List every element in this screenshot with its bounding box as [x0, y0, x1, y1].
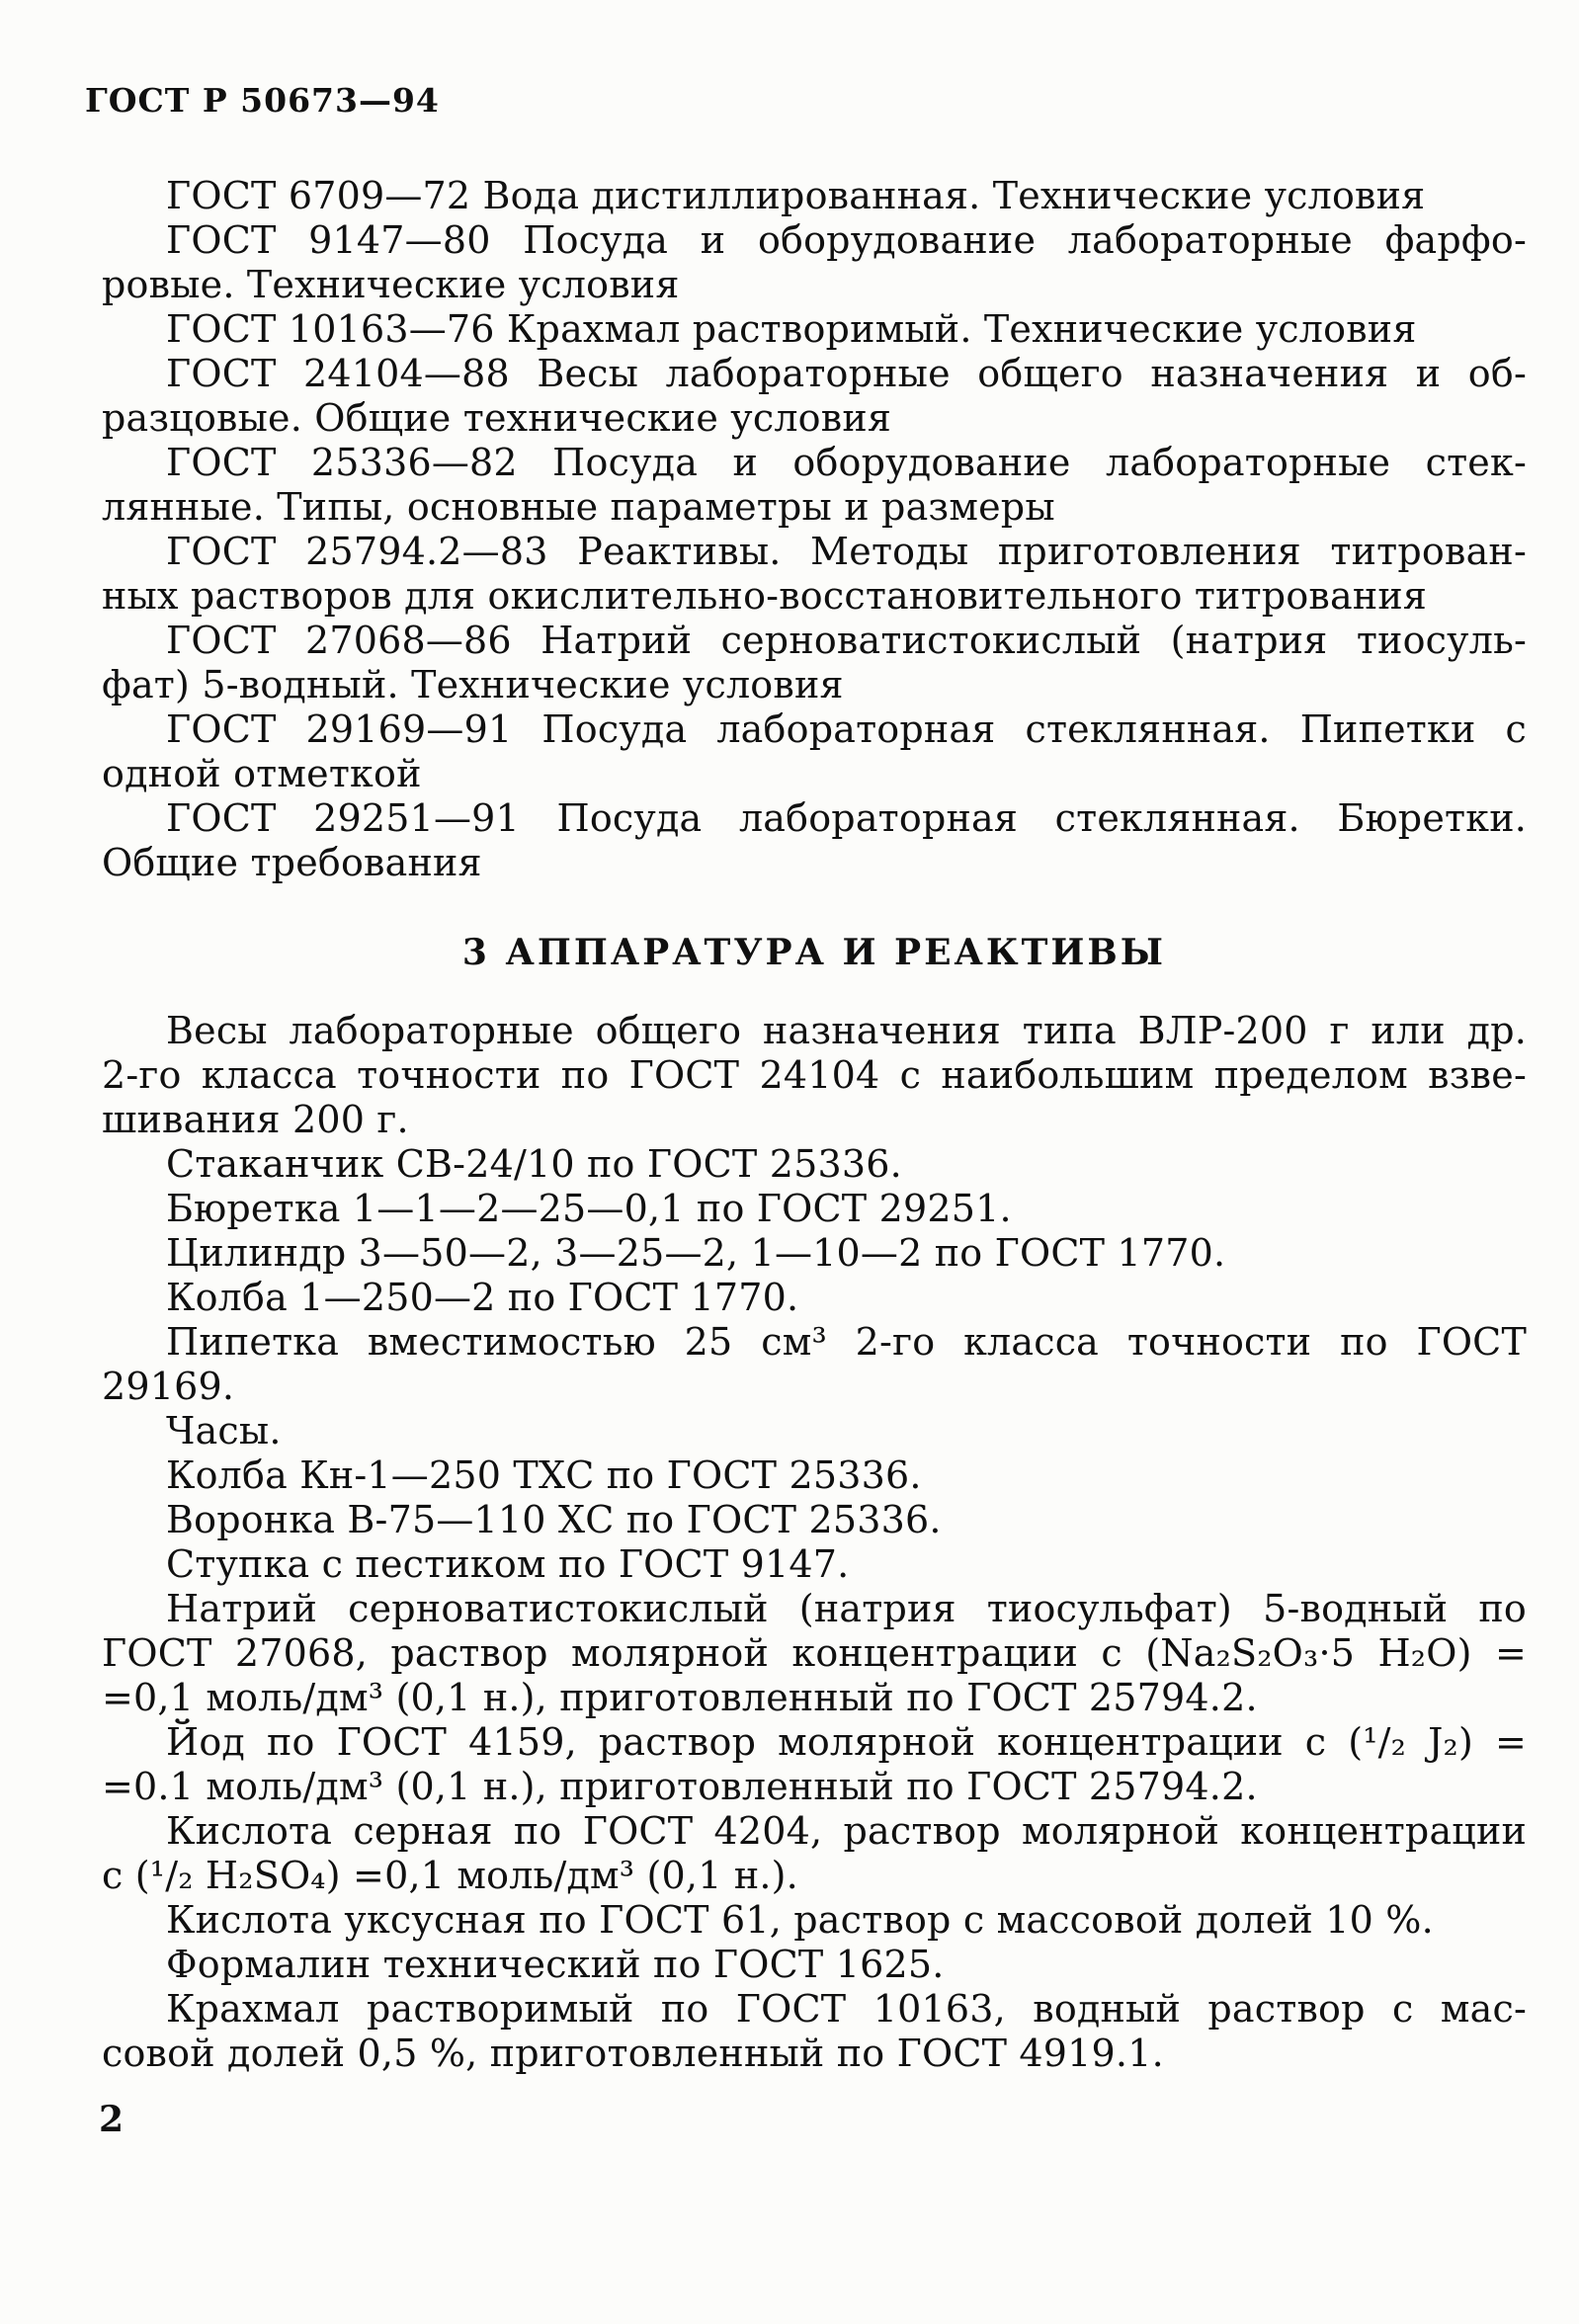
paragraph: [102, 1187, 1527, 1231]
paragraph-line: Общие требования: [102, 841, 482, 884]
paragraph-line: 29169.: [102, 1365, 235, 1408]
paragraph: [102, 1542, 1527, 1587]
paragraph-line: Кислота серная по ГОСТ 4204, раствор молярной концентрации: [166, 1809, 1527, 1853]
paragraph-line: Колба Кн-1—250 ТХС по ГОСТ 25336.: [166, 1453, 922, 1497]
paragraph: [102, 1943, 1527, 1987]
page-number: 2: [99, 2099, 125, 2140]
paragraph: [102, 707, 1527, 796]
section-normative-references: [102, 174, 1527, 885]
paragraph-line: ГОСТ 25794.2—83 Реактивы. Методы приготовления титрован-: [166, 530, 1527, 573]
paragraph-line: =0.1 моль/дм³ (0,1 н.), приготовленный по ГОСТ 25794.2.: [102, 1765, 1258, 1808]
paragraph-line: ГОСТ 24104—88 Весы лабораторные общего назначения и об-: [166, 352, 1527, 395]
paragraph: [102, 174, 1527, 218]
paragraph-line: разцовые. Общие технические условия: [102, 396, 892, 440]
paragraph-line: ных растворов для окислительно-восстановительного титрования: [102, 574, 1428, 618]
paragraph-line: Ступка с пестиком по ГОСТ 9147.: [166, 1542, 850, 1586]
running-header: ГОСТ Р 50673—94: [85, 81, 440, 120]
paragraph-line: Кислота уксусная по ГОСТ 61, раствор с массовой долей 10 %.: [166, 1898, 1434, 1942]
paragraph-line: Бюретка 1—1—2—25—0,1 по ГОСТ 29251.: [166, 1187, 1012, 1230]
paragraph-line: ГОСТ 29251—91 Посуда лабораторная стеклянная. Бюретки.: [166, 796, 1527, 840]
paragraph: [102, 1587, 1527, 1720]
paragraph: [102, 619, 1527, 707]
paragraph: [102, 218, 1527, 307]
paragraph: [102, 1276, 1527, 1320]
paragraph-line: Стаканчик СВ-24/10 по ГОСТ 25336.: [166, 1142, 902, 1186]
paragraph-line: ГОСТ 9147—80 Посуда и оборудование лабораторные фарфо-: [166, 218, 1527, 262]
paragraph: [102, 796, 1527, 885]
paragraph: [102, 1498, 1527, 1542]
paragraph: [102, 1453, 1527, 1498]
paragraph-line: шивания 200 г.: [102, 1098, 409, 1141]
paragraph-line: 2-го класса точности по ГОСТ 24104 с наибольшим пределом взве-: [102, 1053, 1527, 1097]
paragraph-line: Пипетка вместимостью 25 см³ 2-го класса точности по ГОСТ: [166, 1320, 1527, 1364]
paragraph: [102, 1409, 1527, 1453]
paragraph-line: Формалин технический по ГОСТ 1625.: [166, 1943, 945, 1986]
section-apparatus-reagents: [102, 1009, 1527, 2076]
paragraph-line: фат) 5-водный. Технические условия: [102, 663, 844, 706]
paragraph: [102, 1009, 1527, 1142]
paragraph: [102, 1987, 1527, 2076]
paragraph-line: ГОСТ 10163—76 Крахмал растворимый. Технические условия: [166, 307, 1417, 351]
paragraph: [102, 352, 1527, 441]
paragraph-line: совой долей 0,5 %, приготовленный по ГОСТ 4919.1.: [102, 2032, 1164, 2075]
paragraph-line: Йод по ГОСТ 4159, раствор молярной концентрации с (¹/₂ J₂) =: [166, 1720, 1527, 1764]
paragraph-line: ГОСТ 6709—72 Вода дистиллированная. Технические условия: [166, 174, 1426, 217]
paragraph: [102, 1809, 1527, 1898]
paragraph-line: ГОСТ 29169—91 Посуда лабораторная стеклянная. Пипетки с: [166, 707, 1527, 751]
paragraph: [102, 441, 1527, 530]
paragraph: [102, 1720, 1527, 1809]
paragraph: [102, 1231, 1527, 1276]
paragraph-line: ГОСТ 25336—82 Посуда и оборудование лабораторные стек-: [166, 441, 1527, 484]
paragraph-line: ГОСТ 27068—86 Натрий серноватистокислый (натрия тиосуль-: [166, 619, 1527, 662]
paragraph-line: Крахмал растворимый по ГОСТ 10163, водный раствор с мас-: [166, 1987, 1527, 2031]
paragraph-line: Цилиндр 3—50—2, 3—25—2, 1—10—2 по ГОСТ 1770.: [166, 1231, 1226, 1275]
paragraph-line: Натрий серноватистокислый (натрия тиосульфат) 5-водный по: [166, 1587, 1527, 1630]
page-content: [102, 174, 1527, 2076]
paragraph-line: Колба 1—250—2 по ГОСТ 1770.: [166, 1276, 799, 1319]
paragraph-line: с (¹/₂ H₂SO₄) =0,1 моль/дм³ (0,1 н.).: [102, 1854, 798, 1897]
section-heading-apparatus-reagents: 3 АППАРАТУРА И РЕАКТИВЫ: [461, 932, 1167, 973]
paragraph-line: Часы.: [166, 1409, 282, 1452]
paragraph-line: Воронка В-75—110 ХС по ГОСТ 25336.: [166, 1498, 942, 1541]
paragraph-line: =0,1 моль/дм³ (0,1 н.), приготовленный по ГОСТ 25794.2.: [102, 1676, 1258, 1719]
paragraph: [102, 1142, 1527, 1187]
paragraph: [102, 530, 1527, 619]
paragraph-line: Весы лабораторные общего назначения типа ВЛР-200 г или др.: [166, 1009, 1527, 1052]
paragraph-line: ровые. Технические условия: [102, 263, 680, 306]
paragraph: [102, 1898, 1527, 1943]
paragraph-line: лянные. Типы, основные параметры и размеры: [102, 485, 1055, 529]
paragraph: [102, 1320, 1527, 1409]
paragraph-line: ГОСТ 27068, раствор молярной концентрации с (Na₂S₂O₃·5 H₂O) =: [102, 1631, 1527, 1675]
paragraph-line: одной отметкой: [102, 752, 422, 795]
paragraph: [102, 307, 1527, 352]
